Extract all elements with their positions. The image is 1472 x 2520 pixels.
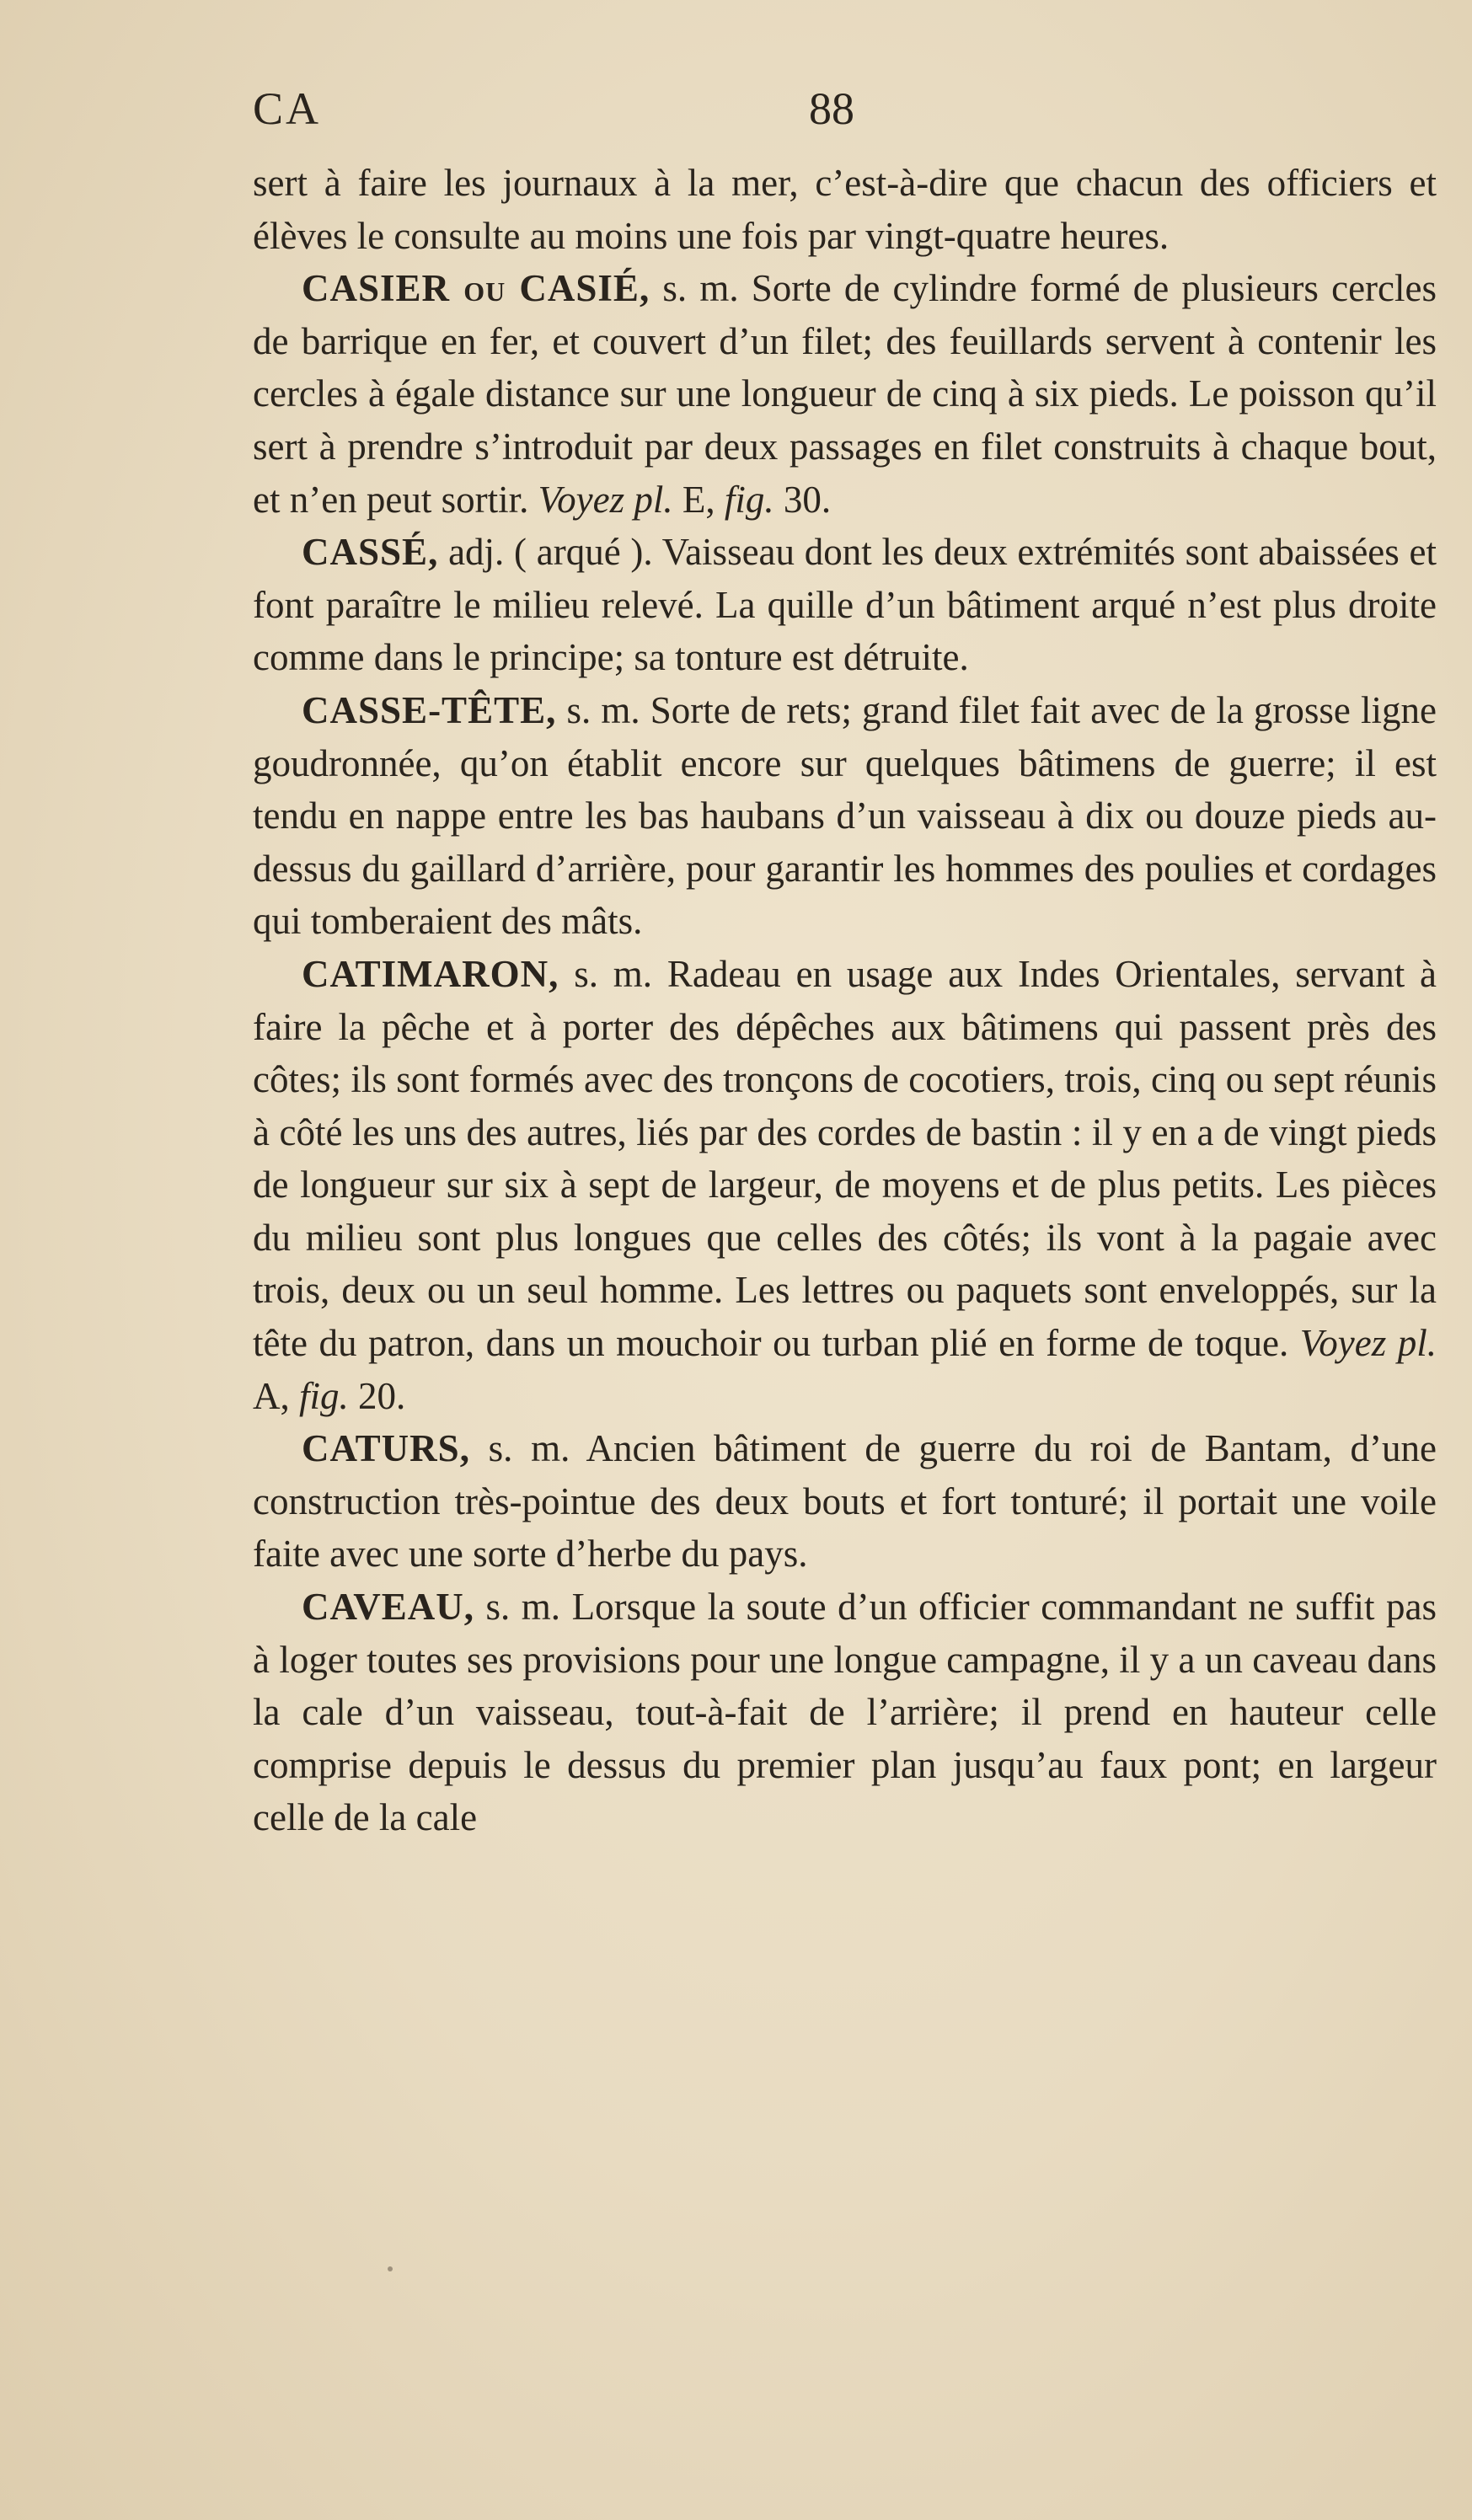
entry-text: adj. ( arqué ). Vaisseau dont les deux extrémités sont abaissées et font paraître le milieu relevé. La quille d’un bâtiment arqué n’est plus droite comme dans le principe; sa tonture est détruite. [253,531,1437,679]
figure-number: 30. [773,478,832,521]
entry-text: s. m. Sorte de rets; grand filet fait avec de la grosse ligne goudronnée, qu’on établit encore sur quelques bâtimens de guerre; il est tendu en nappe entre les bas haubans d’un vaisseau à dix ou douze pieds au-dessus du gaillard d’arrière, pour garantir les hommes des poulies et cordages qui tomberaient des mâts. [253,688,1437,943]
plate-letter: A, [253,1374,299,1417]
entry-text: sert à faire les journaux à la mer, c’est-à-dire que chacun des officiers et élèves le consulte au moins une fois par vingt-quatre heures. [253,162,1437,257]
page-number: 88 [809,83,854,134]
entry-casse-tete [253,684,1437,948]
figure-number: 20. [348,1374,406,1417]
entry-text: s. m. Lorsque la soute d’un officier commandant ne suffit pas à loger toutes ses provisions pour une longue campagne, il y a un caveau dans la cale d’un vaisseau, tout-à-fait de l’arrière; il prend en hauteur celle comprise depuis le dessus du premier plan jusqu’au faux pont; en largeur celle de la cale [253,1586,1437,1839]
entry-caveau [253,1581,1437,1844]
plate-letter: E, [672,478,725,521]
running-head: CA [253,83,322,134]
plate-reference: Voyez pl. [538,478,673,521]
paragraph-continuation [253,157,1437,262]
text-block [253,157,1437,1844]
figure-reference: fig. [724,478,774,521]
entry-text: s. m. Sorte de cylindre formé de plusieurs cercles de barrique en fer, et couvert d’un filet; des feuillards servent à contenir les cercles à égale distance sur une longueur de cinq à six pieds. Le poisson qu’il sert à prendre s’introduit par deux passages en filet construits à chaque bout, et n’en peut sortir. [253,267,1437,521]
entry-text: s. m. Radeau en usage aux Indes Orientales, servant à faire la pêche et à porter des dépêches aux bâtimens qui passent près des côtes; ils sont formés avec des tronçons de cocotiers, trois, cinq ou sept réunis à côté les uns des autres, liés par des cordes de bastin : il y en a de vingt pieds de longueur sur six à sept de largeur, de moyens et de plus petits. Les pièces du milieu sont plus longues que celles des côtés; ils vont à la pagaie avec trois, deux ou un seul homme. Les lettres ou paquets sont enveloppés, sur la tête du patron, dans un mouchoir ou turban plié en forme de toque. [253,952,1437,1365]
entry-caturs [253,1422,1437,1581]
entry-headword: CATIMARON, [302,952,559,995]
figure-reference: fig. [299,1374,349,1417]
entry-catimaron [253,948,1437,1422]
ink-speck [388,2266,393,2271]
plate-reference: Voyez pl. [1299,1322,1437,1365]
entry-text: s. m. Ancien bâtiment de guerre du roi de Bantam, d’une construction très-pointue des deux bouts et fort tonturé; il portait une voile faite avec une sorte d’herbe du pays. [253,1427,1437,1576]
page-header [253,83,1432,150]
entry-headword: CASSE-TÊTE, [302,688,557,731]
entry-headword: CATURS, [302,1427,470,1470]
entry-headword: CAVEAU, [302,1586,474,1629]
entry-casier [253,262,1437,526]
entry-headword: CASIER ou CASIÉ, [302,267,650,310]
entry-headword: CASSÉ, [302,531,439,574]
entry-casse [253,526,1437,684]
